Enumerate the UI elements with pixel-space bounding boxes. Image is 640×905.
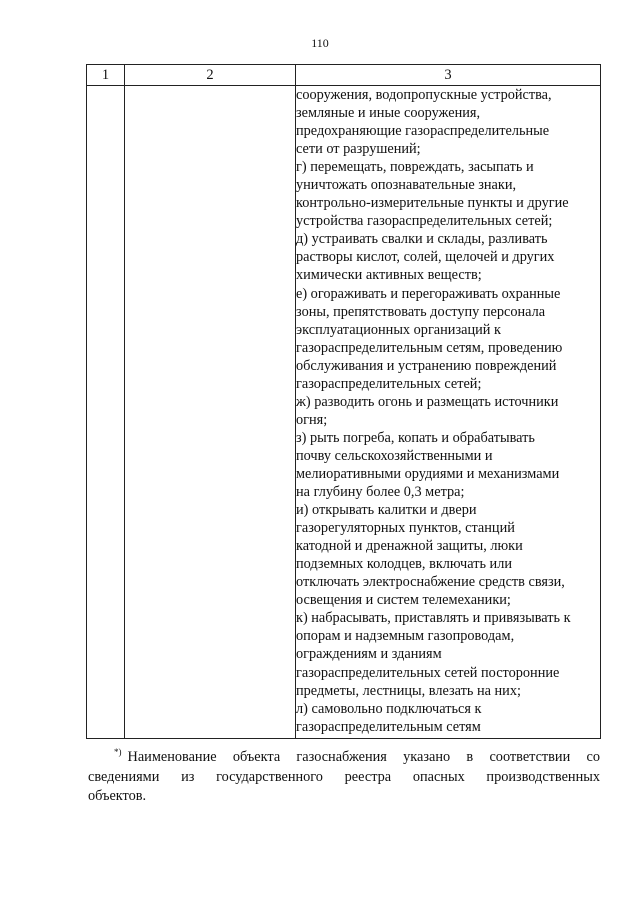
- text-line: растворы кислот, солей, щелочей и других: [296, 249, 555, 266]
- text-line: газораспределительным сетям, проведению: [296, 339, 563, 356]
- text-line: предохраняющие газораспределительные: [296, 123, 550, 140]
- column-header-1: 1: [87, 65, 125, 86]
- page-number: 110: [311, 36, 329, 50]
- text-line: сооружения, водопропускные устройства,: [296, 87, 552, 103]
- text-line: контрольно-измерительные пункты и другие: [296, 195, 569, 212]
- footnote-line: [88, 743, 600, 768]
- table-header-row: [87, 65, 601, 86]
- text-line: г) перемещать, повреждать, засыпать и: [296, 159, 534, 176]
- column-3-cell: [296, 86, 601, 739]
- text-line: земляные и иные сооружения,: [296, 105, 481, 122]
- text-line: д) устраивать свалки и склады, разливать: [296, 231, 548, 248]
- text-line: эксплуатационных организаций к: [296, 321, 501, 338]
- text-line: на глубину более 0,3 метра;: [296, 484, 465, 501]
- text-line: л) самовольно подключаться к: [296, 700, 482, 717]
- text-line: огня;: [296, 411, 328, 428]
- text-line: е) огораживать и перегораживать охранные: [296, 285, 561, 302]
- text-line: катодной и дренажной защиты, люки: [296, 538, 523, 555]
- text-line: и) открывать калитки и двери: [296, 502, 477, 519]
- text-line: к) набрасывать, приставлять и привязывать к: [296, 610, 571, 627]
- column-1-cell: [87, 86, 125, 739]
- text-line: отключать электроснабжение средств связи,: [296, 574, 565, 591]
- text-line: химически активных веществ;: [296, 267, 482, 284]
- text-line: ж) разводить огонь и размещать источники: [296, 393, 559, 410]
- text-line: опорам и надземным газопроводам,: [296, 628, 515, 645]
- text-line: газораспределительных сетей посторонние: [296, 664, 560, 681]
- footnote: [88, 743, 600, 807]
- text-line: ограждениям и зданиям: [296, 646, 442, 663]
- table-row: [87, 86, 601, 739]
- footnote-text: Наименование объекта газоснабжения указано в соответствии со: [127, 749, 600, 765]
- text-line: подземных колодцев, включать или: [296, 556, 512, 573]
- footnote-marker: *): [114, 747, 122, 757]
- text-line: почву сельскохозяйственными и: [296, 447, 493, 464]
- column-2-cell: [125, 86, 296, 739]
- text-line: уничтожать опознавательные знаки,: [296, 177, 517, 194]
- footnote-line: сведениями из государственного реестра опасных производственных: [88, 768, 600, 785]
- footnote-line: объектов.: [88, 788, 147, 804]
- text-line: обслуживания и устранению повреждений: [296, 357, 557, 374]
- text-line: зоны, препятствовать доступу персонала: [296, 303, 546, 320]
- text-line: з) рыть погреба, копать и обрабатывать: [296, 429, 535, 446]
- text-line: освещения и систем телемеханики;: [296, 592, 511, 609]
- text-line: газораспределительным сетям: [296, 718, 481, 735]
- text-line: сети от разрушений;: [296, 141, 421, 158]
- column-header-2: 2: [125, 65, 296, 86]
- requirements-table: [86, 64, 601, 739]
- text-line: устройства газораспределительных сетей;: [296, 213, 553, 230]
- text-line: мелиоративными орудиями и механизмами: [296, 465, 560, 482]
- text-line: газораспределительных сетей;: [296, 375, 482, 392]
- column-header-3: 3: [296, 65, 601, 86]
- text-line: предметы, лестницы, влезать на них;: [296, 682, 521, 699]
- text-line: газорегуляторных пунктов, станций: [296, 520, 515, 537]
